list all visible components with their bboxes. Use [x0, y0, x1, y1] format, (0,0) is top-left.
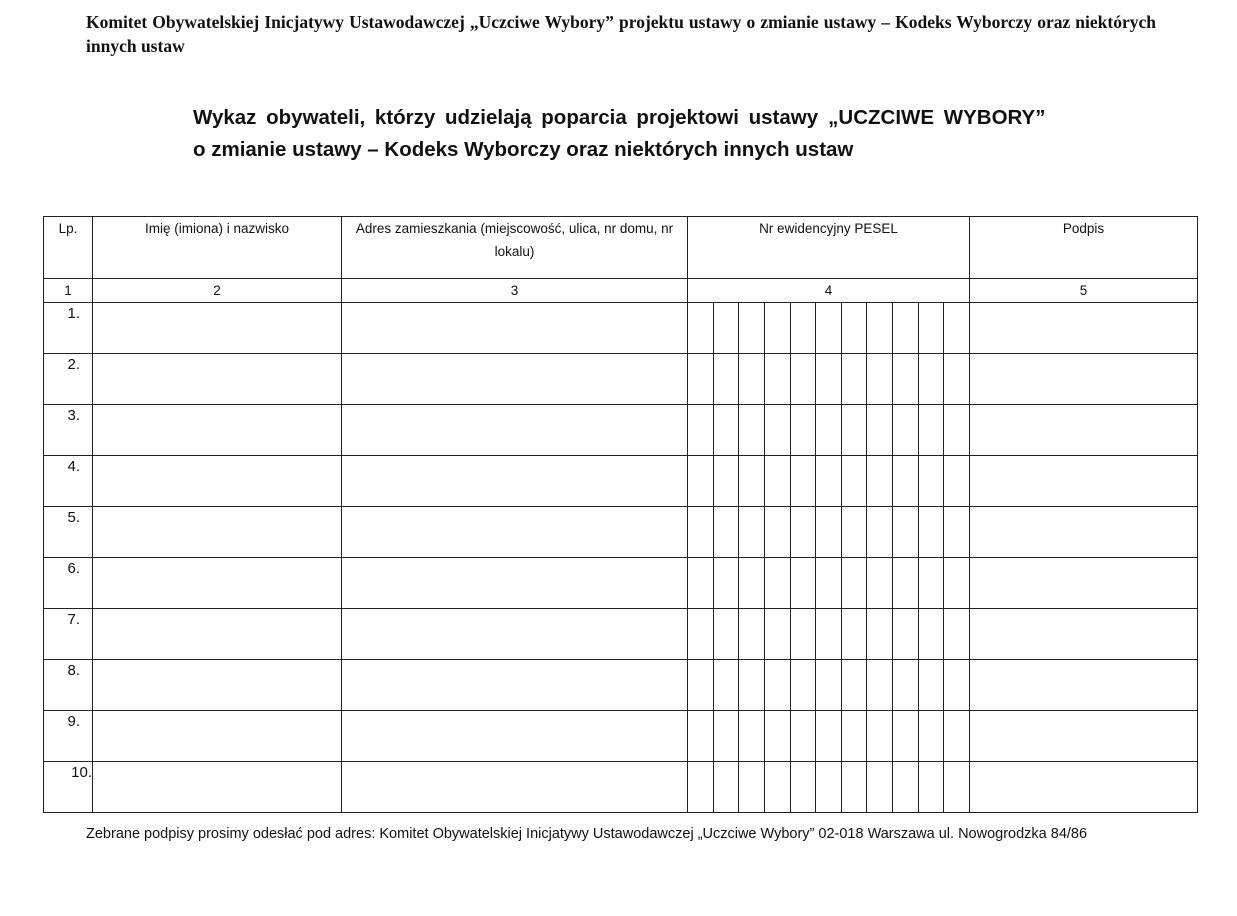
pesel-digit-cell[interactable]	[816, 405, 842, 456]
table-row	[44, 762, 1198, 813]
pesel-digit-cell[interactable]	[816, 558, 842, 609]
pesel-digit-cell[interactable]	[764, 456, 790, 507]
pesel-digit-cell[interactable]	[739, 456, 765, 507]
column-number-row	[44, 279, 1198, 303]
row-number: 3.	[44, 405, 93, 456]
pesel-digit-cell[interactable]	[713, 354, 739, 405]
pesel-digit-cell[interactable]	[918, 405, 944, 456]
pesel-digit-cell[interactable]	[867, 354, 893, 405]
header-signature: Podpis	[969, 217, 1197, 279]
address-cell[interactable]	[342, 303, 688, 354]
signature-cell[interactable]	[969, 660, 1197, 711]
pesel-digit-cell[interactable]	[893, 354, 919, 405]
pesel-digit-cell[interactable]	[790, 303, 816, 354]
pesel-digit-cell[interactable]	[713, 762, 739, 813]
pesel-digit-cell[interactable]	[739, 762, 765, 813]
header-lp: Lp.	[44, 217, 93, 279]
table-row	[44, 558, 1198, 609]
pesel-digit-cell[interactable]	[739, 507, 765, 558]
pesel-digit-cell[interactable]	[918, 354, 944, 405]
address-cell[interactable]	[342, 660, 688, 711]
pesel-digit-cell[interactable]	[944, 660, 970, 711]
pesel-digit-cell[interactable]	[893, 303, 919, 354]
pesel-digit-cell[interactable]	[893, 711, 919, 762]
header-address: Adres zamieszkania (miejscowość, ulica, nr domu, nr lokalu)	[342, 217, 688, 279]
pesel-digit-cell[interactable]	[713, 405, 739, 456]
pesel-digit-cell[interactable]	[713, 660, 739, 711]
pesel-digit-cell[interactable]	[816, 762, 842, 813]
form-title-project-name: „UCZCIWE WYBORY”	[828, 106, 1046, 129]
pesel-digit-cell[interactable]	[764, 354, 790, 405]
column-number: 1	[44, 279, 93, 303]
pesel-digit-cell[interactable]	[713, 609, 739, 660]
header-name: Imię (imiona) i nazwisko	[93, 217, 342, 279]
pesel-digit-cell[interactable]	[688, 711, 714, 762]
address-cell[interactable]	[342, 609, 688, 660]
pesel-digit-cell[interactable]	[918, 507, 944, 558]
pesel-digit-cell[interactable]	[713, 456, 739, 507]
signature-table	[43, 216, 1198, 813]
header-pesel: Nr ewidencyjny PESEL	[688, 217, 970, 279]
pesel-digit-cell[interactable]	[867, 558, 893, 609]
pesel-digit-cell[interactable]	[816, 354, 842, 405]
pesel-digit-cell[interactable]	[893, 660, 919, 711]
pesel-digit-cell[interactable]	[816, 456, 842, 507]
pesel-digit-cell[interactable]	[739, 405, 765, 456]
pesel-digit-cell[interactable]	[739, 660, 765, 711]
pesel-digit-cell[interactable]	[688, 609, 714, 660]
pesel-digit-cell[interactable]	[790, 456, 816, 507]
pesel-digit-cell[interactable]	[893, 558, 919, 609]
name-cell[interactable]	[93, 303, 342, 354]
name-cell[interactable]	[93, 609, 342, 660]
pesel-digit-cell[interactable]	[944, 558, 970, 609]
name-cell[interactable]	[93, 456, 342, 507]
table-row	[44, 660, 1198, 711]
pesel-digit-cell[interactable]	[841, 507, 867, 558]
row-number: 1.	[44, 303, 93, 354]
pesel-digit-cell[interactable]	[841, 711, 867, 762]
table-row	[44, 711, 1198, 762]
pesel-digit-cell[interactable]	[713, 558, 739, 609]
row-number: 9.	[44, 711, 93, 762]
table-row	[44, 456, 1198, 507]
form-title-text: Wykaz obywateli, którzy udzielają poparcia projektowi ustawy	[193, 106, 819, 129]
form-title-line-2: o zmianie ustawy – Kodeks Wyborczy oraz niektórych innych ustaw	[193, 138, 854, 161]
pesel-digit-cell[interactable]	[944, 711, 970, 762]
pesel-digit-cell[interactable]	[918, 660, 944, 711]
pesel-digit-cell[interactable]	[739, 609, 765, 660]
pesel-digit-cell[interactable]	[764, 405, 790, 456]
address-cell[interactable]	[342, 762, 688, 813]
pesel-digit-cell[interactable]	[790, 762, 816, 813]
pesel-digit-cell[interactable]	[764, 609, 790, 660]
committee-heading: Komitet Obywatelskiej Inicjatywy Ustawodawczej „Uczciwe Wybory” projektu ustawy o zmianie ustawy – Kodeks Wyborczy oraz niektórych innych ustaw	[86, 12, 1156, 56]
pesel-digit-cell[interactable]	[713, 711, 739, 762]
signature-cell[interactable]	[969, 762, 1197, 813]
pesel-digit-cell[interactable]	[867, 762, 893, 813]
pesel-digit-cell[interactable]	[688, 558, 714, 609]
pesel-digit-cell[interactable]	[688, 354, 714, 405]
mailing-address-note: Zebrane podpisy prosimy odesłać pod adres: Komitet Obywatelskiej Inicjatywy Ustawodawczej „Uczciwe Wybory” 02-018 Warszawa ul. Nowogrodzka 84/86	[86, 826, 1088, 842]
pesel-digit-cell[interactable]	[944, 609, 970, 660]
signature-cell[interactable]	[969, 711, 1197, 762]
signature-cell[interactable]	[969, 354, 1197, 405]
pesel-digit-cell[interactable]	[764, 303, 790, 354]
pesel-digit-cell[interactable]	[688, 762, 714, 813]
pesel-digit-cell[interactable]	[944, 456, 970, 507]
row-number: 2.	[44, 354, 93, 405]
signature-cell[interactable]	[969, 609, 1197, 660]
form-title-line-1	[193, 102, 1093, 134]
pesel-digit-cell[interactable]	[841, 609, 867, 660]
pesel-digit-cell[interactable]	[764, 660, 790, 711]
pesel-digit-cell[interactable]	[816, 609, 842, 660]
row-number: 8.	[44, 660, 93, 711]
table-row	[44, 609, 1198, 660]
table-row	[44, 405, 1198, 456]
pesel-digit-cell[interactable]	[688, 303, 714, 354]
pesel-digit-cell[interactable]	[867, 456, 893, 507]
pesel-digit-cell[interactable]	[867, 507, 893, 558]
pesel-digit-cell[interactable]	[739, 558, 765, 609]
pesel-digit-cell[interactable]	[867, 711, 893, 762]
pesel-digit-cell[interactable]	[918, 762, 944, 813]
pesel-digit-cell[interactable]	[790, 507, 816, 558]
pesel-digit-cell[interactable]	[688, 456, 714, 507]
pesel-digit-cell[interactable]	[893, 507, 919, 558]
pesel-digit-cell[interactable]	[790, 558, 816, 609]
name-cell[interactable]	[93, 660, 342, 711]
pesel-digit-cell[interactable]	[944, 762, 970, 813]
address-cell[interactable]	[342, 558, 688, 609]
pesel-digit-cell[interactable]	[893, 609, 919, 660]
pesel-digit-cell[interactable]	[893, 762, 919, 813]
pesel-digit-cell[interactable]	[841, 405, 867, 456]
address-cell[interactable]	[342, 507, 688, 558]
name-cell[interactable]	[93, 558, 342, 609]
pesel-digit-cell[interactable]	[764, 507, 790, 558]
row-number: 4.	[44, 456, 93, 507]
column-number: 2	[93, 279, 342, 303]
pesel-digit-cell[interactable]	[918, 456, 944, 507]
pesel-digit-cell[interactable]	[816, 660, 842, 711]
pesel-digit-cell[interactable]	[790, 354, 816, 405]
pesel-digit-cell[interactable]	[841, 558, 867, 609]
signature-cell[interactable]	[969, 558, 1197, 609]
signature-cell[interactable]	[969, 303, 1197, 354]
pesel-digit-cell[interactable]	[816, 507, 842, 558]
table-header-row	[44, 217, 1198, 279]
pesel-digit-cell[interactable]	[867, 405, 893, 456]
name-cell[interactable]	[93, 354, 342, 405]
pesel-digit-cell[interactable]	[841, 303, 867, 354]
name-cell[interactable]	[93, 762, 342, 813]
pesel-digit-cell[interactable]	[867, 303, 893, 354]
pesel-digit-cell[interactable]	[944, 507, 970, 558]
address-cell[interactable]	[342, 405, 688, 456]
table-row	[44, 354, 1198, 405]
pesel-digit-cell[interactable]	[688, 405, 714, 456]
table-row	[44, 507, 1198, 558]
pesel-digit-cell[interactable]	[739, 711, 765, 762]
signature-cell[interactable]	[969, 507, 1197, 558]
pesel-digit-cell[interactable]	[867, 660, 893, 711]
pesel-digit-cell[interactable]	[841, 354, 867, 405]
pesel-digit-cell[interactable]	[739, 303, 765, 354]
pesel-digit-cell[interactable]	[893, 456, 919, 507]
name-cell[interactable]	[93, 405, 342, 456]
pesel-digit-cell[interactable]	[944, 405, 970, 456]
pesel-digit-cell[interactable]	[713, 507, 739, 558]
pesel-digit-cell[interactable]	[739, 354, 765, 405]
pesel-digit-cell[interactable]	[688, 507, 714, 558]
pesel-digit-cell[interactable]	[867, 609, 893, 660]
pesel-digit-cell[interactable]	[944, 354, 970, 405]
signature-cell[interactable]	[969, 405, 1197, 456]
row-number: 6.	[44, 558, 93, 609]
signature-cell[interactable]	[969, 456, 1197, 507]
row-number: 10.	[44, 762, 93, 813]
address-cell[interactable]	[342, 354, 688, 405]
address-cell[interactable]	[342, 711, 688, 762]
pesel-digit-cell[interactable]	[816, 303, 842, 354]
pesel-digit-cell[interactable]	[944, 303, 970, 354]
form-title	[193, 102, 1093, 166]
table-row	[44, 303, 1198, 354]
pesel-digit-cell[interactable]	[893, 405, 919, 456]
pesel-digit-cell[interactable]	[713, 303, 739, 354]
name-cell[interactable]	[93, 711, 342, 762]
pesel-digit-cell[interactable]	[841, 456, 867, 507]
name-cell[interactable]	[93, 507, 342, 558]
address-cell[interactable]	[342, 456, 688, 507]
pesel-digit-cell[interactable]	[790, 405, 816, 456]
pesel-digit-cell[interactable]	[841, 660, 867, 711]
column-number: 4	[688, 279, 970, 303]
pesel-digit-cell[interactable]	[790, 711, 816, 762]
column-number: 3	[342, 279, 688, 303]
row-number: 7.	[44, 609, 93, 660]
column-number: 5	[969, 279, 1197, 303]
pesel-digit-cell[interactable]	[918, 609, 944, 660]
pesel-digit-cell[interactable]	[918, 558, 944, 609]
pesel-digit-cell[interactable]	[764, 711, 790, 762]
pesel-digit-cell[interactable]	[688, 660, 714, 711]
pesel-digit-cell[interactable]	[764, 558, 790, 609]
pesel-digit-cell[interactable]	[841, 762, 867, 813]
row-number: 5.	[44, 507, 93, 558]
pesel-digit-cell[interactable]	[790, 660, 816, 711]
pesel-digit-cell[interactable]	[790, 609, 816, 660]
pesel-digit-cell[interactable]	[816, 711, 842, 762]
pesel-digit-cell[interactable]	[918, 303, 944, 354]
pesel-digit-cell[interactable]	[918, 711, 944, 762]
pesel-digit-cell[interactable]	[764, 762, 790, 813]
